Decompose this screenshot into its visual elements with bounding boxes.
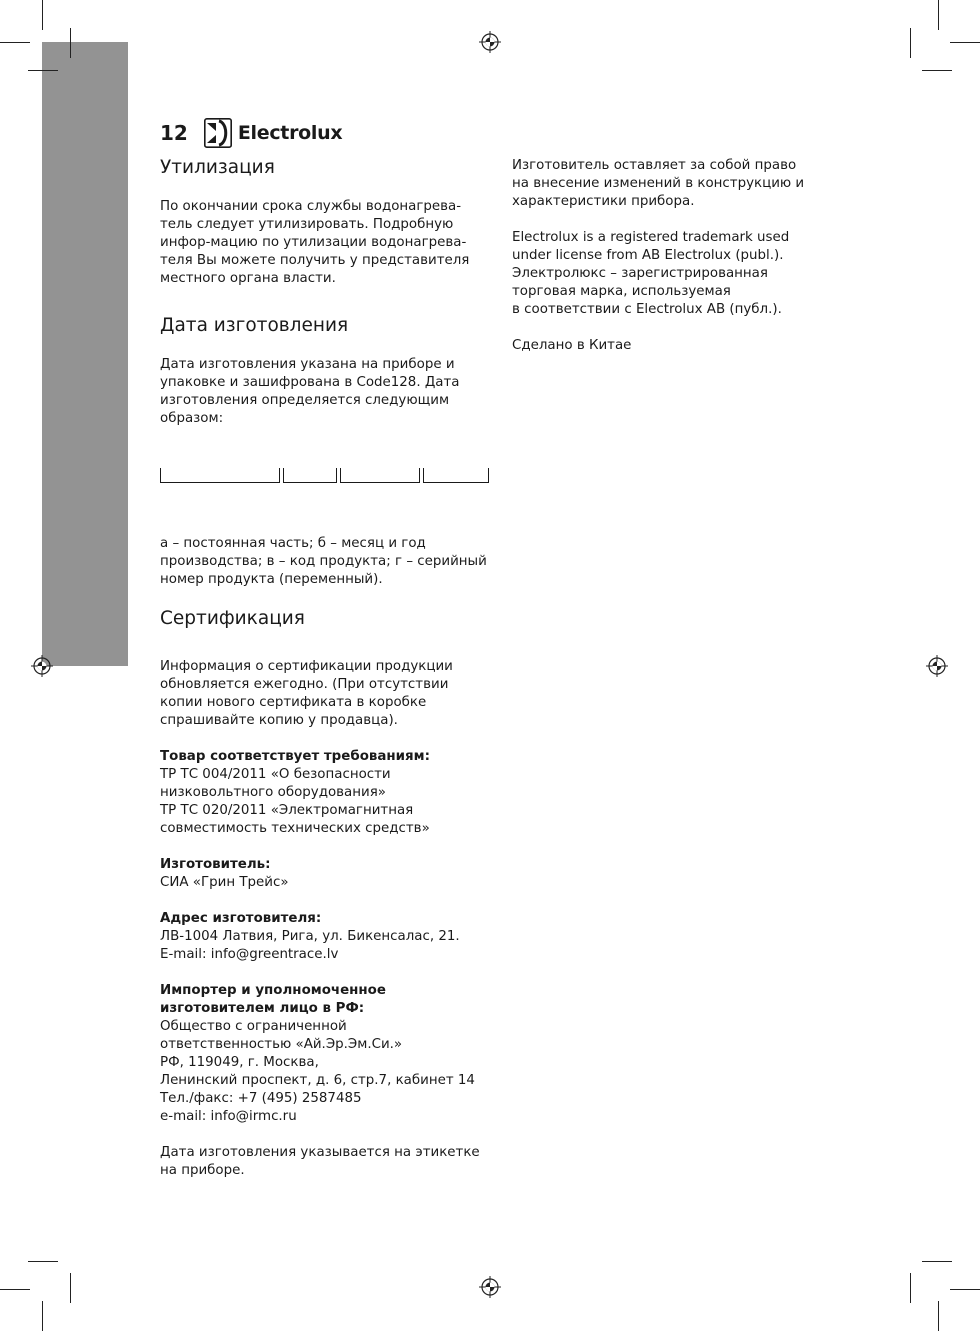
text-line: ответственностью «Ай.Эр.Эм.Си.» [160, 1037, 403, 1052]
text-line: местного органа власти. [160, 271, 336, 286]
registration-mark-icon [31, 655, 53, 677]
text-line: Дата изготовления указана на приборе и [160, 357, 455, 372]
crop-mark [922, 1261, 952, 1262]
text-line: производства; в – код продукта; г – серийный [160, 554, 487, 569]
text-line: ТР ТС 004/2011 «О безопасности [160, 767, 391, 782]
registration-mark-icon [479, 1276, 501, 1298]
code-segment-b [283, 468, 337, 483]
text-line: РФ, 119049, г. Москва, [160, 1055, 319, 1070]
code128-structure-diagram [160, 468, 490, 490]
manufacturer-block [160, 856, 505, 892]
text-line: обновляется ежегодно. (При отсутствии [160, 677, 449, 692]
code-segment-d [423, 468, 489, 483]
text-line: а – постоянная часть; б – месяц и год [160, 536, 426, 551]
text-line: копии нового сертификата в коробке [160, 695, 427, 710]
crop-mark [42, 0, 43, 30]
trademark-paragraph [512, 229, 842, 319]
text-line: e-mail: info@irmc.ru [160, 1109, 297, 1124]
manufacturer-heading: Изготовитель: [160, 857, 271, 872]
text-line: упаковке и зашифрована в Code128. Дата [160, 375, 460, 390]
registration-mark-icon [926, 655, 948, 677]
text-line: Общество с ограниченной [160, 1019, 347, 1034]
crop-mark [938, 0, 939, 30]
crop-mark [938, 1301, 939, 1331]
text-line: в соответствии с Electrolux AB (публ.). [512, 302, 782, 317]
brand-name: Electrolux [237, 122, 343, 144]
registration-mark-icon [479, 31, 501, 53]
made-in-text: Сделано в Китае [512, 338, 632, 353]
right-column [512, 157, 842, 355]
text-line: изготовления определяется следующим [160, 393, 450, 408]
manufacture-date-paragraph [160, 356, 505, 428]
text-line: ТР ТС 020/2011 «Электромагнитная [160, 803, 414, 818]
text-line: образом: [160, 411, 224, 426]
text-line: совместимость технических средств» [160, 821, 430, 836]
utilization-paragraph [160, 198, 505, 288]
crop-mark [28, 1261, 58, 1262]
code-segment-c [340, 468, 420, 483]
text-line: на внесение изменений в конструкцию и [512, 176, 805, 191]
left-column [160, 155, 505, 1180]
text-line: Изготовитель оставляет за собой право [512, 158, 797, 173]
text-line: характеристики прибора. [512, 194, 695, 209]
text-line: тель следует утилизировать. Подробную [160, 217, 454, 232]
code-segment-a [160, 468, 280, 483]
importer-heading: Импортер и уполномоченное [160, 983, 386, 998]
section-title-certification: Сертификация [160, 608, 305, 629]
text-line: ЛВ-1004 Латвия, Рига, ул. Бикенсалас, 21. [160, 929, 460, 944]
text-line: СИА «Грин Трейс» [160, 875, 289, 890]
text-line: инфор-мацию по утилизации водонагрева- [160, 235, 467, 250]
certification-info [160, 658, 505, 730]
text-line: Electrolux is a registered trademark used [512, 230, 790, 245]
text-line: низковольтного оборудования» [160, 785, 386, 800]
crop-mark [0, 42, 30, 43]
section-title-manufacture-date: Дата изготовления [160, 315, 349, 336]
compliance-heading: Товар соответствует требованиям: [160, 749, 430, 764]
text-line: теля Вы можете получить у представителя [160, 253, 470, 268]
text-line: Информация о сертификации продукции [160, 659, 453, 674]
address-heading: Адрес изготовителя: [160, 911, 322, 926]
text-line: Дата изготовления указывается на этикетке [160, 1145, 480, 1160]
crop-mark [922, 70, 952, 71]
importer-heading: изготовителем лицо в РФ: [160, 1001, 365, 1016]
text-line: Электролюкс – зарегистрированная [512, 266, 768, 281]
electrolux-logo-icon [204, 118, 232, 148]
text-line: на приборе. [160, 1163, 245, 1178]
compliance-block [160, 748, 505, 838]
crop-mark [910, 28, 911, 58]
crop-mark [950, 42, 980, 43]
crop-mark [950, 1289, 980, 1290]
crop-mark [70, 28, 71, 58]
crop-mark [42, 1301, 43, 1331]
origin-paragraph [512, 337, 842, 355]
text-line: спрашивайте копию у продавца). [160, 713, 398, 728]
text-line: Ленинский проспект, д. 6, стр.7, кабинет 14 [160, 1073, 475, 1088]
rights-paragraph [512, 157, 842, 211]
importer-block [160, 982, 505, 1126]
text-line: Тел./факс: +7 (495) 2587485 [160, 1091, 362, 1106]
text-line: торговая марка, используемая [512, 284, 731, 299]
address-block [160, 910, 505, 964]
page-number: 12 [160, 121, 188, 145]
date-note [160, 1144, 505, 1180]
text-line: under license from AB Electrolux (publ.). [512, 248, 784, 263]
crop-mark [70, 1273, 71, 1303]
crop-mark [910, 1273, 911, 1303]
text-line: номер продукта (переменный). [160, 572, 383, 587]
crop-mark [28, 70, 58, 71]
page-header [160, 116, 342, 150]
code-legend [160, 535, 505, 589]
text-line: По окончании срока службы водонагрева- [160, 199, 462, 214]
section-title-utilization: Утилизация [160, 157, 275, 178]
text-line: E-mail: info@greentrace.lv [160, 947, 339, 962]
gray-side-band [42, 42, 128, 666]
crop-mark [0, 1289, 30, 1290]
